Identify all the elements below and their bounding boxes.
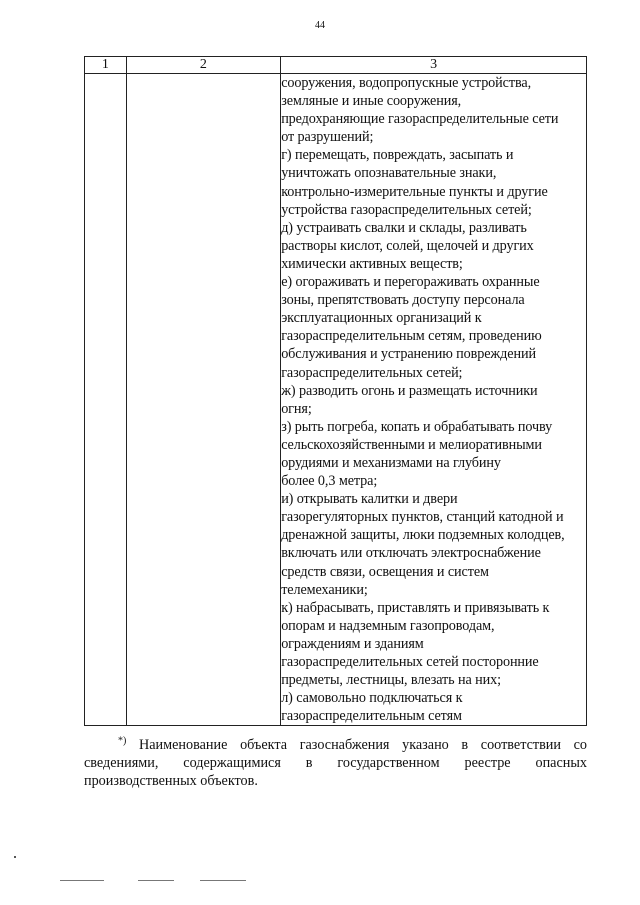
table-cell-col1 bbox=[85, 74, 127, 726]
footnote-line-3: производственных объектов. bbox=[84, 773, 258, 789]
table-row bbox=[85, 74, 587, 726]
footnote-marker: *) bbox=[118, 735, 127, 747]
bottom-rule-left bbox=[60, 880, 104, 881]
page-number: 44 bbox=[315, 20, 325, 31]
table-text-line: к) набрасывать, приставлять и привязывать к bbox=[281, 599, 550, 616]
footnote-line-1 bbox=[84, 736, 587, 754]
table-text-line: д) устраивать свалки и склады, разливать bbox=[281, 219, 527, 236]
requirements-table bbox=[84, 56, 587, 726]
bottom-rule-middle bbox=[138, 880, 174, 881]
table-text-line: зоны, препятствовать доступу персонала bbox=[281, 292, 525, 309]
table-cell-col3 bbox=[281, 74, 587, 726]
table-text-line: и) открывать калитки и двери bbox=[281, 491, 458, 508]
footnote-text-1: Наименование объекта газоснабжения указано в соответствии со bbox=[139, 737, 588, 753]
column-header-2: 2 bbox=[126, 57, 281, 74]
column-header-1: 1 bbox=[85, 57, 127, 74]
table-text-line: обслуживания и устранению повреждений bbox=[281, 346, 536, 363]
table-text-line: включать или отключать электроснабжение bbox=[281, 545, 541, 562]
footnote bbox=[84, 736, 587, 790]
column-header-3: 3 bbox=[281, 57, 587, 74]
table-text-line: газорегуляторных пунктов, станций катодной и bbox=[281, 509, 564, 526]
table-text-line: г) перемещать, повреждать, засыпать и bbox=[281, 147, 514, 164]
table-text-line: уничтожать опознавательные знаки, bbox=[281, 165, 497, 182]
table-text-line: газораспределительным сетям, проведению bbox=[281, 328, 542, 345]
table-text-line: дренажной защиты, люки подземных колодцев, bbox=[281, 527, 565, 544]
table-header-row bbox=[85, 57, 587, 74]
table-text-line: ограждениям и зданиям bbox=[281, 635, 424, 652]
table-text-line: з) рыть погреба, копать и обрабатывать почву bbox=[281, 418, 553, 435]
table-text-line: земляные и иные сооружения, bbox=[281, 93, 462, 110]
table-text-line: огня; bbox=[281, 400, 312, 417]
table-text-line: газораспределительных сетей; bbox=[281, 364, 463, 381]
table-text-line: предметы, лестницы, влезать на них; bbox=[281, 672, 501, 689]
table-text-line: сельскохозяйственными и мелиоративными bbox=[281, 436, 542, 453]
table-cell-col2 bbox=[126, 74, 281, 726]
table-text-line: средств связи, освещения и систем bbox=[281, 563, 489, 580]
table-text-line: эксплуатационных организаций к bbox=[281, 310, 482, 327]
scan-mark bbox=[14, 856, 16, 858]
table-text-line: опорам и надземным газопроводам, bbox=[281, 617, 495, 634]
table-text-line: л) самовольно подключаться к bbox=[281, 690, 463, 707]
table-text-line: телемеханики; bbox=[281, 581, 368, 598]
table-text-line: газораспределительных сетей посторонние bbox=[281, 654, 539, 670]
footnote-line-2: сведениями, содержащимися в государственном реестре опасных bbox=[84, 755, 587, 771]
table-text-line: от разрушений; bbox=[281, 129, 374, 146]
bottom-rule-right bbox=[200, 880, 246, 881]
table-text-line: е) огораживать и перегораживать охранные bbox=[281, 274, 540, 291]
table-text-line: растворы кислот, солей, щелочей и других bbox=[281, 237, 534, 254]
table-text-line: газораспределительным сетям bbox=[281, 708, 462, 725]
table-text-line: контрольно-измерительные пункты и другие bbox=[281, 183, 548, 200]
table-text-line: сооружения, водопропускные устройства, bbox=[281, 75, 532, 91]
table-text-line: ж) разводить огонь и размещать источники bbox=[281, 382, 538, 399]
table-text-line: более 0,3 метра; bbox=[281, 473, 378, 490]
table-text-line: химически активных веществ; bbox=[281, 255, 463, 272]
table-text-line: предохраняющие газораспределительные сети bbox=[281, 111, 559, 128]
table-text-line: устройства газораспределительных сетей; bbox=[281, 201, 532, 218]
table-text-line: орудиями и механизмами на глубину bbox=[281, 454, 501, 471]
